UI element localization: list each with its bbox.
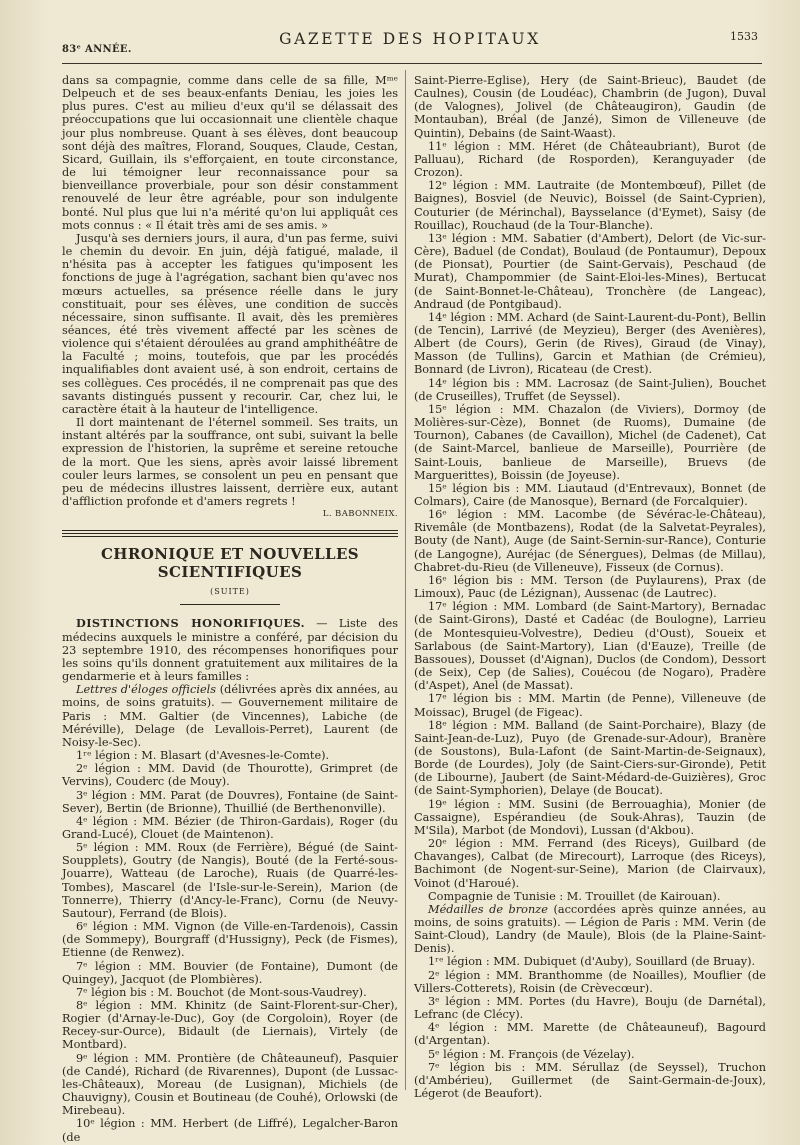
distinctions-heading: DISTINCTIONS HONORIFIQUES. <box>76 616 305 631</box>
legion-entry: 7ᵉ légion bis : M. Bouchot (de Mont-sous-Vaudrey). <box>76 985 367 999</box>
legion-entry: 3ᵉ légion : MM. Portes (du Havre), Bouju (de Darnétal), Lefranc (de Clécy). <box>414 994 766 1022</box>
legion-entry: 15ᵉ légion : MM. Chazalon (de Viviers), Dormoy (de Molières-sur-Cèze), Bonnet (de Ruoms), Dumaine (de Tournon), Cabanes (de Cavaillon), Michel (de Cadenet), Cat (de Saint-Marcel, banlieue de Marseille), Pourrière (de Saint-Louis, banlieue de Marseille), Bruevs (de Marguerittes), Boissin (de Joyeuse). <box>414 402 766 482</box>
legion-list-left <box>62 749 398 1144</box>
page-number: 1533 <box>730 30 758 43</box>
medailles-paragraph <box>414 903 766 956</box>
left-column <box>62 74 398 1144</box>
legion-entry: 2ᵉ légion : MM. Branthomme (de Noailles), Mouflier (de Villers-Cotterets), Roisin (de Crèvecœur). <box>414 968 766 995</box>
legion-entry: 4ᵉ légion : MM. Bézier (de Thiron-Gardais), Roger (du Grand-Lucé), Clouet (de Maintenon). <box>62 814 398 841</box>
legion-list-right <box>414 74 766 903</box>
legion-entry: 8ᵉ légion : MM. Khinitz (de Saint-Florent-sur-Cher), Rogier (d'Arnay-le-Duc), Goy (de Corgoloin), Royer (de Recey-sur-Ource), Bidault (de Liernais), Virtely (de Montbard). <box>62 999 398 1052</box>
legion-entry: 16ᵉ légion : MM. Lacombe (de Sévérac-le-Château), Rivemâle (de Montbazens), Rodat (de la Salvetat-Peyrales), Bouty (de Nant), Auge (de Saint-Sernin-sur-Rance), Conturie (de Langogne), Auréjac (de Sénergues), Delmas (de Millau), Chabret-du-Rieu (de Villeneuve), Fisseux (de Cornus). <box>414 508 766 574</box>
journal-title: GAZETTE DES HOPITAUX <box>279 30 541 48</box>
issue-year: 83ᵉ ANNÉE. <box>62 44 132 55</box>
page-header <box>62 30 758 64</box>
distinctions-text: — Liste des médecins auxquels le ministre a conféré, par décision du 23 septembre 1910, des récompenses honorifiques pour les soins qu'ils donnent gratuitement aux militaires de la gendarmerie et à leurs familles : <box>62 617 398 684</box>
legion-entry: 1ʳᵉ légion : MM. Dubiquet (d'Auby), Souillard (de Bruay). <box>428 955 756 969</box>
header-rule <box>62 63 762 64</box>
legion-entry: 3ᵉ légion : MM. Parat (de Douvres), Fontaine (de Saint-Sever), Bertin (de Brionne), Thuillié (de Berthenonville). <box>62 788 398 815</box>
legion-entry: 19ᵉ légion : MM. Susini (de Berrouaghia), Monier (de Cassaigne), Espérandieu (de Souk-Ahras), Tauzin (de M'Sila), Marbot (de Mondovi), Lussan (d'Akbou). <box>414 797 766 837</box>
obituary-paragraph-2: Jusqu'à ses derniers jours, il aura, d'un pas ferme, suivi le chemin du devoir. En juin, déjà fatigué, malade, il n'hésita pas à accepter les fatigues qu'imposent les fonctions de juge à l'agrégation, sachant bien qu'avec nos mœurs actuelles, sa présence réelle dans le jury constituait, pour ses élèves, une condition de succès nécessaire, sinon suffisante. Il avait, dès les premières séances, été très vivement affecté par les scènes de violence qui s'étaient déroulées au grand amphithéâtre de la Faculté ; moins, toutefois, que par les procédés inqualifiables dont avaient usé, à son endroit, certains de ses collègues. Ces procédés, il ne comprenait pas que des savants distingués pussent y recourir. Car, chez lui, le caractère était à la hauteur de l'intelligence. <box>62 231 398 416</box>
author-signature: L. BABONNEIX. <box>322 509 398 520</box>
legion-entry: 9ᵉ légion : MM. Prontière (de Châteauneuf), Pasquier (de Candé), Richard (de Rivarennes), Dupont (de Lussac-les-Châteaux), Moreau (de Lusignan), Michiels (de Chauvigny), Cousin et Boutineau (de Couhé), Orlowski (de Mirebeau). <box>62 1051 398 1118</box>
legion-entry: 2ᵉ légion : MM. David (de Thourotte), Grimpret (de Vervins), Couderc (de Mouy). <box>62 762 398 789</box>
legion-entry: Saint-Pierre-Eglise), Hery (de Saint-Brieuc), Baudet (de Caulnes), Cousin (de Loudéac), Chambrin (de Jugon), Duval (de Valognes), Jolivel (de Châteaugiron), Gaudin (de Montauban), Bréal (de Janzé), Simon de Villeneuve (de Quintin), Debains (de Saint-Waast). <box>414 74 766 140</box>
legion-entry: 15ᵉ légion bis : MM. Liautaud (d'Entrevaux), Bonnet (de Colmars), Caire (de Manosque), Bernard (de Forcalquier). <box>414 481 766 508</box>
legion-entry: 5ᵉ légion : M. François (de Vézelay). <box>428 1047 635 1061</box>
distinctions-paragraph <box>62 617 398 683</box>
legion-entry: 17ᵉ légion bis : MM. Martin (de Penne), Villeneuve (de Moissac), Brugel (de Figeac). <box>414 692 766 719</box>
legion-entry: 7ᵉ légion bis : MM. Sérullaz (de Seyssel), Truchon (d'Ambérieu), Guillermet (de Saint-Germain-de-Joux), Légerot (de Beaufort). <box>414 1060 766 1101</box>
legion-entry: 20ᵉ légion : MM. Ferrand (des Riceys), Guilbard (de Chavanges), Calbat (de Mirecourt), Larroque (des Riceys), Bachimont (de Nogent-sur-Seine), Marion (de Clairvaux), Voinot (d'Haroué). <box>414 837 766 890</box>
medailles-lead: Médailles de bronze <box>428 902 548 916</box>
legion-entry: 6ᵉ légion : MM. Vignon (de Ville-en-Tardenois), Cassin (de Sommepy), Bourgraff (d'Hussigny), Peck (de Fismes), Etienne (de Renwez). <box>62 920 398 960</box>
obituary-paragraph-1: dans sa compagnie, comme dans celle de sa fille, Mᵐᵉ Delpeuch et de ses beaux-enfants Deniau, les joies les plus pures. C'est au milieu d'eux qu'il se délassait des préoccupations que lui occasionnait une clientèle chaque jour plus nombreuse. Quant à ses élèves, dont beaucoup sont déjà des maîtres, Florand, Souques, Claude, Cestan, Sicard, Guillain, ils s'efforçaient, en toute circonstance, de lui témoigner leur reconnaissance pour sa bienveillance proverbiale, pour son désir constamment renouvelé de leur être agréable, pour son indulgente bonté. Nul plus que lui n'a mérité qu'on lui appliquât ces mots connus : « Il était très ami de ses amis. » <box>62 74 398 232</box>
lettres-lead: Lettres d'éloges officiels <box>76 683 217 697</box>
medailles-text: (accordées après quinze années, au moins, de soins gratuits). — Légion de Paris : MM. Verin (de Saint-Cloud), Landry (de Maule), Blois (de la Plaine-Saint-Denis). <box>414 902 766 956</box>
legion-entry: 18ᵉ légion : MM. Balland (de Saint-Porchaire), Blazy (de Saint-Jean-de-Luz), Puyo (de Grenade-sur-Adour), Branère (de Soustons), Bula-Lafont (de Saint-Martin-de-Seignaux), Borde (de Lourdes), Joly (de Saint-Ciers-sur-Gironde), Petit (de Libourne), Jaubert (de Saint-Médard-de-Guizières), Groc (de Saint-Symphorien), Delaye (de Boucat). <box>414 718 766 798</box>
obituary-paragraph-3: Il dort maintenant de l'éternel sommeil. Ses traits, un instant altérés par la souffrance, ont subi, suivant la belle expression de l'historien, la suprême et sereine retouche de la mort. Que les siens, après avoir laissé librement couler leurs larmes, se consolent un peu en pensant que peu de médecins illustres laissent, derrière eux, autant d'affliction profonde et d'amers regrets ! <box>62 416 398 508</box>
legion-entry: 11ᵉ légion : MM. Héret (de Châteaubriant), Burot (de Palluau), Richard (de Rosporden), Keranguyader (de Crozon). <box>414 139 766 180</box>
right-column <box>414 74 766 1100</box>
legion-entry: 12ᵉ légion : MM. Lautraite (de Montembœuf), Pillet (de Baignes), Bosviel (de Neuvic), Boissel (de Saint-Cyprien), Couturier (de Mérinchal), Baysselance (d'Eymet), Saisy (de Rouillac), Rouchaud (de la Tour-Blanche). <box>414 179 766 232</box>
legion-entry: 4ᵉ légion : MM. Marette (de Châteauneuf), Bagourd (d'Argentan). <box>414 1021 766 1048</box>
legion-entry: 14ᵉ légion : MM. Achard (de Saint-Laurent-du-Pont), Bellin (de Tencin), Larrivé (de Meyzieu), Berger (des Avenières), Albert (de Cours), Gerin (de Rives), Giraud (de Vinay), Masson (de Tullins), Garcin et Mathian (de Crémieu), Bonnard (de Livron), Ricateau (de Crest). <box>414 310 766 377</box>
legion-entry: Compagnie de Tunisie : M. Trouillet (de Kairouan). <box>428 889 721 903</box>
lettres-paragraph <box>62 683 398 749</box>
legion-entry: 13ᵉ légion : MM. Sabatier (d'Ambert), Delort (de Vic-sur-Cère), Baduel (de Condat), Boulaud (de Pontaumur), Depoux (de Pionsat), Pourtier (de Saint-Gervais), Peschaud (de Murat), Champommier (de Saint-Eloi-les-Mines), Bertucat (de Saint-Bonnet-le-Château), Tronchère (de Langeac), Andraud (de Pontgibaud). <box>414 231 766 311</box>
legion-entry: 14ᵉ légion bis : MM. Lacrosaz (de Saint-Julien), Bouchet (de Cruseilles), Truffet (de Seyssel). <box>414 376 766 403</box>
lettres-text: (délivrées après dix années, au moins, de soins gratuits). — Gouvernement militaire de Paris : MM. Galtier (de Vincennes), Labiche (de Méréville), Delage (de Levallois-Perret), Laurent (de Noisy-le-Sec). <box>62 683 399 749</box>
section-separator <box>62 530 398 537</box>
column-divider <box>405 70 406 1090</box>
section-title: CHRONIQUE ET NOUVELLES SCIENTIFIQUES <box>100 545 360 582</box>
title-rule <box>180 604 280 605</box>
medailles-legion-list <box>414 955 766 1100</box>
legion-entry: 17ᵉ légion : MM. Lombard (de Saint-Martory), Bernadac (de Saint-Girons), Dasté et Cadéac (de Boulogne), Larrieu (de Montesquieu-Volvestre), Dedieu (d'Oust), Soueix et Sarlabous (de Saint-Martory), Lian (d'Eauze), Treille (de Bassoues), Dousset (d'Aignan), Duclos (de Condom), Dessort (de Seix), Cep (de Salies), Couécou (de Nogaro), Pradère (d'Aspet), Anel (de Massat). <box>414 600 766 693</box>
section-subtitle: (SUITE) <box>210 587 250 597</box>
legion-entry: 5ᵉ légion : MM. Roux (de Ferrière), Bégué (de Saint-Soupplets), Goutry (de Nangis), Bouté (de la Ferté-sous-Jouarre), Watteau (de Laroche), Ruais (de Quarré-les-Tombes), Mascarel (de l'Isle-sur-le-Serein), Marion (de Tonnerre), Thierry (d'Ancy-le-Franc), Cornu (de Neuvy-Sautour), Ferrand (de Blois). <box>62 841 398 920</box>
legion-entry: 16ᵉ légion bis : MM. Terson (de Puylaurens), Prax (de Limoux), Pauc (de Lézignan), Aussenac (de Lautrec). <box>414 573 766 601</box>
legion-entry: 7ᵉ légion : MM. Bouvier (de Fontaine), Dumont (de Quingey), Jacquot (de Plombières). <box>62 959 398 986</box>
legion-entry: 1ʳᵉ légion : M. Blasart (d'Avesnes-le-Comte). <box>76 749 330 763</box>
legion-entry: 10ᵉ légion : MM. Herbert (de Liffré), Legalcher-Baron (de <box>62 1117 398 1144</box>
